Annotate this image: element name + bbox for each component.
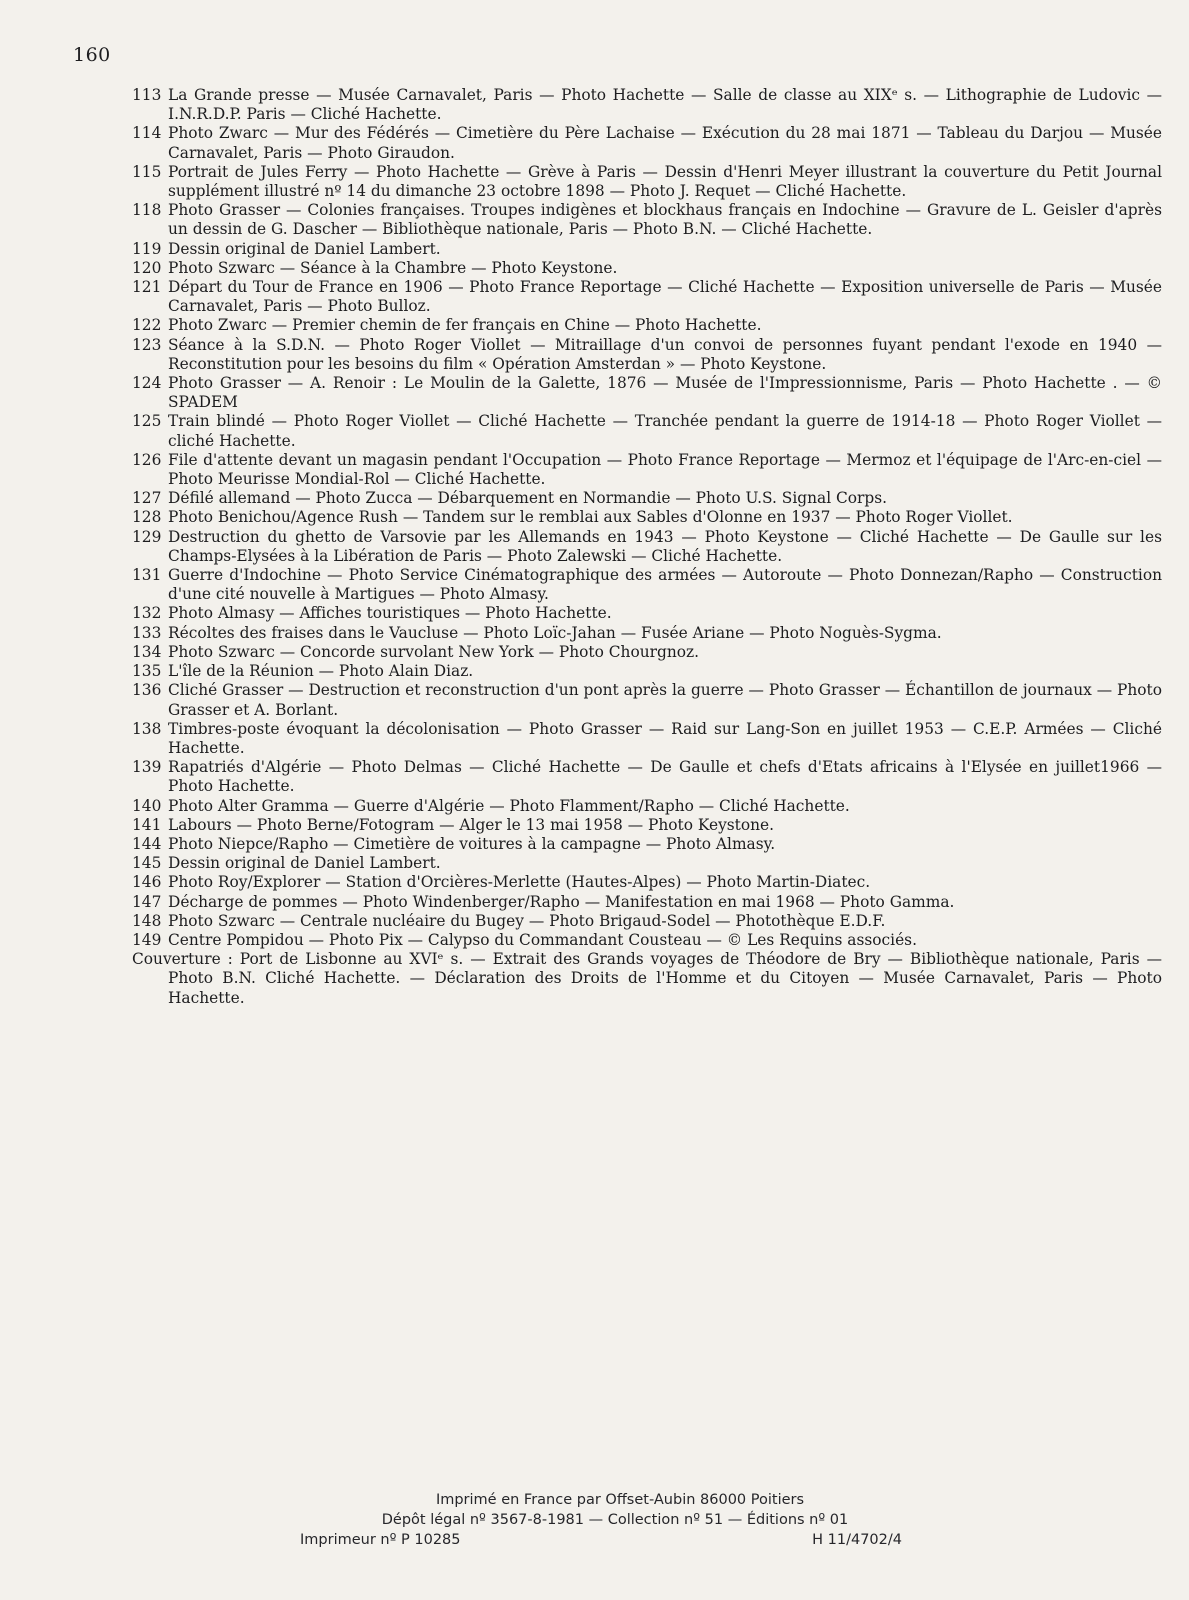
credit-number: 140: [132, 796, 162, 815]
credit-text: Dessin original de Daniel Lambert.: [168, 239, 441, 258]
credit-number: 113: [132, 86, 162, 104]
credit-number: 133: [132, 623, 162, 642]
credit-number: 125: [132, 412, 162, 431]
credit-entry: [132, 912, 1162, 931]
credit-entry: [132, 835, 1162, 854]
credit-text: Décharge de pommes — Photo Windenberger/Rapho — Manifestation en mai 1968 — Photo Gamma.: [168, 892, 955, 911]
credit-text: Photo Szwarc — Séance à la Chambre — Photo Keystone.: [168, 258, 618, 277]
credit-number: 114: [132, 124, 162, 143]
credit-number: 129: [132, 527, 162, 546]
credit-entry: [132, 624, 1162, 643]
credit-text: Photo Grasser — Colonies françaises. Troupes indigènes et blockhaus français en Indochine — Gravure de L. Geisler d'après un dessin de G. Dascher — Bibliothèque nationale, Paris — Photo B.N. — Cliché Hachette.: [168, 201, 1162, 239]
page-number: 160: [73, 44, 111, 66]
credit-number: 126: [132, 450, 162, 469]
credit-entry: [132, 893, 1162, 912]
credit-number: 131: [132, 566, 162, 585]
credit-number: 145: [132, 854, 162, 873]
credit-text: Train blindé — Photo Roger Viollet — Cliché Hachette — Tranchée pendant la guerre de 1914-18 — Photo Roger Viollet — cliché Hachette.: [168, 412, 1162, 450]
credit-entry: [132, 240, 1162, 259]
credit-text: Photo Roy/Explorer — Station d'Orcières-Merlette (Hautes-Alpes) — Photo Martin-Diatec.: [168, 873, 871, 892]
credit-text: Centre Pompidou — Photo Pix — Calypso du Commandant Cousteau — © Les Requins associés.: [168, 930, 917, 949]
credit-entry: [132, 374, 1162, 412]
credit-number: 128: [132, 508, 162, 527]
credit-entry: [132, 278, 1162, 316]
credit-number: 115: [132, 162, 162, 181]
credit-number: 146: [132, 873, 162, 892]
credit-entry: [132, 873, 1162, 892]
credit-number: 138: [132, 719, 162, 738]
credit-entry: [132, 259, 1162, 278]
credit-entry: [132, 643, 1162, 662]
credit-entry: [132, 316, 1162, 335]
credit-text: Photo Grasser — A. Renoir : Le Moulin de la Galette, 1876 — Musée de l'Impressionnisme, Paris — Photo Hachette . — © SPADEM: [168, 374, 1162, 412]
printer-line: Imprimé en France par Offset-Aubin 86000 Poitiers: [435, 1492, 805, 1508]
credit-text: Photo Almasy — Affiches touristiques — Photo Hachette.: [168, 604, 612, 623]
credit-text: La Grande presse — Musée Carnavalet, Paris — Photo Hachette — Salle de classe au XIXᵉ s. — Lithographie de Ludovic — I.N.R.D.P. Paris — Cliché Hachette.: [168, 86, 1162, 124]
credit-number: 149: [132, 930, 162, 949]
credit-entry: [132, 758, 1162, 796]
credit-entry: [132, 931, 1162, 950]
credit-text: Rapatriés d'Algérie — Photo Delmas — Cliché Hachette — De Gaulle et chefs d'Etats africains à l'Elysée en juillet1966 — Photo Hachette.: [168, 758, 1162, 796]
credit-number: 127: [132, 489, 162, 508]
credit-entry: [132, 720, 1162, 758]
credit-number: 122: [132, 316, 162, 335]
print-code: H 11/4702/4: [812, 1532, 902, 1548]
credit-number: 139: [132, 758, 162, 777]
credit-entry: [132, 604, 1162, 623]
credit-entry: [132, 412, 1162, 450]
credit-text: Cliché Grasser — Destruction et reconstruction d'un pont après la guerre — Photo Grasser — Échantillon de journaux — Photo Grasser et A. Borlant.: [168, 681, 1162, 719]
credit-entry: [132, 124, 1162, 162]
credit-text: Photo Niepce/Rapho — Cimetière de voitures à la campagne — Photo Almasy.: [168, 834, 776, 853]
photo-credits-list: [132, 86, 1162, 1008]
credit-number: 134: [132, 642, 162, 661]
credit-number: 147: [132, 892, 162, 911]
credit-number: 120: [132, 258, 162, 277]
credit-text: Dessin original de Daniel Lambert.: [168, 854, 441, 873]
credit-text: Photo Szwarc — Centrale nucléaire du Bugey — Photo Brigaud-Sodel — Photothèque E.D.F.: [168, 911, 886, 930]
credit-number: 132: [132, 604, 162, 623]
credit-entry: [132, 508, 1162, 527]
credit-text: Destruction du ghetto de Varsovie par les Allemands en 1943 — Photo Keystone — Cliché Hachette — De Gaulle sur les Champs-Elysées à la Libération de Paris — Photo Zalewski — Cliché Hachette.: [168, 527, 1162, 565]
credit-number: 144: [132, 834, 162, 853]
imprimeur-number: Imprimeur nº P 10285: [300, 1532, 461, 1548]
credit-number: 136: [132, 681, 162, 700]
credit-number: 123: [132, 335, 162, 354]
credit-text: L'île de la Réunion — Photo Alain Diaz.: [168, 662, 474, 681]
cover-credit: Couverture : Port de Lisbonne au XVIᵉ s. — Extrait des Grands voyages de Théodore de Bry — Bibliothèque nationale, Paris — Photo B.N. Cliché Hachette. — Déclaration des Droits de l'Homme et du Citoyen — Musée Carnavalet, Paris — Photo Hachette.: [132, 950, 1162, 1007]
credit-entry: [132, 854, 1162, 873]
credit-number: 121: [132, 278, 162, 297]
credit-text: File d'attente devant un magasin pendant l'Occupation — Photo France Reportage — Mermoz et l'équipage de l'Arc-en-ciel — Photo Meurisse Mondial-Rol — Cliché Hachette.: [168, 450, 1162, 489]
credit-number: 148: [132, 911, 162, 930]
legal-deposit-line: Dépôt légal nº 3567-8-1981 — Collection nº 51 — Éditions nº 01: [381, 1512, 849, 1528]
credit-entry: [132, 566, 1162, 604]
credit-text: Séance à la S.D.N. — Photo Roger Viollet — Mitraillage d'un convoi de personnes fuyant pendant l'exode en 1940 — Reconstitution pour les besoins du film « Opération Amsterdan » — Photo Keystone.: [168, 335, 1162, 373]
credit-text: Photo Szwarc — Concorde survolant New York — Photo Chourgnoz.: [168, 642, 700, 661]
credit-entry: [132, 336, 1162, 374]
credit-number: 118: [132, 201, 162, 220]
credit-text: Photo Zwarc — Mur des Fédérés — Cimetière du Père Lachaise — Exécution du 28 mai 1871 — Tableau du Darjou — Musée Carnavalet, Paris — Photo Giraudon.: [168, 124, 1162, 162]
credit-entry: [132, 86, 1162, 124]
credit-entry: [132, 489, 1162, 508]
credit-entry: [132, 816, 1162, 835]
credit-text: Timbres-poste évoquant la décolonisation — Photo Grasser — Raid sur Lang-Son en juillet 1953 — C.E.P. Armées — Cliché Hachette.: [168, 719, 1162, 757]
credit-text: Départ du Tour de France en 1906 — Photo France Reportage — Cliché Hachette — Exposition universelle de Paris — Musée Carnavalet, Paris — Photo Bulloz.: [168, 278, 1162, 316]
credit-text: Portrait de Jules Ferry — Photo Hachette — Grève à Paris — Dessin d'Henri Meyer illustrant la couverture du Petit Journal supplément illustré nº 14 du dimanche 23 octobre 1898 — Photo J. Requet — Cliché Hachette.: [168, 162, 1162, 201]
credit-text: Labours — Photo Berne/Fotogram — Alger le 13 mai 1958 — Photo Keystone.: [168, 815, 775, 834]
credit-entry: [132, 662, 1162, 681]
credit-number: 141: [132, 815, 162, 834]
credit-entry: [132, 528, 1162, 566]
credit-entry: [132, 163, 1162, 201]
credit-entry: [132, 451, 1162, 489]
credit-number: 119: [132, 239, 162, 258]
credit-entry: [132, 797, 1162, 816]
credit-number: 124: [132, 374, 162, 393]
credit-text: Photo Zwarc — Premier chemin de fer français en Chine — Photo Hachette.: [168, 316, 762, 335]
credit-number: 135: [132, 662, 162, 681]
credit-text: Photo Benichou/Agence Rush — Tandem sur le remblai aux Sables d'Olonne en 1937 — Photo Roger Viollet.: [168, 508, 1013, 527]
imprimeur-line: [290, 1530, 910, 1550]
credit-text: Récoltes des fraises dans le Vaucluse — Photo Loïc-Jahan — Fusée Ariane — Photo Noguès-Sygma.: [168, 623, 942, 642]
credit-text: Défilé allemand — Photo Zucca — Débarquement en Normandie — Photo U.S. Signal Corps.: [168, 489, 888, 508]
colophon: [290, 1490, 910, 1550]
credit-text: Photo Alter Gramma — Guerre d'Algérie — Photo Flamment/Rapho — Cliché Hachette.: [168, 796, 850, 815]
credit-entry: [132, 681, 1162, 719]
credit-entry: [132, 201, 1162, 239]
credit-text: Guerre d'Indochine — Photo Service Cinématographique des armées — Autoroute — Photo Donnezan/Rapho — Construction d'une cité nouvelle à Martigues — Photo Almasy.: [168, 566, 1162, 604]
